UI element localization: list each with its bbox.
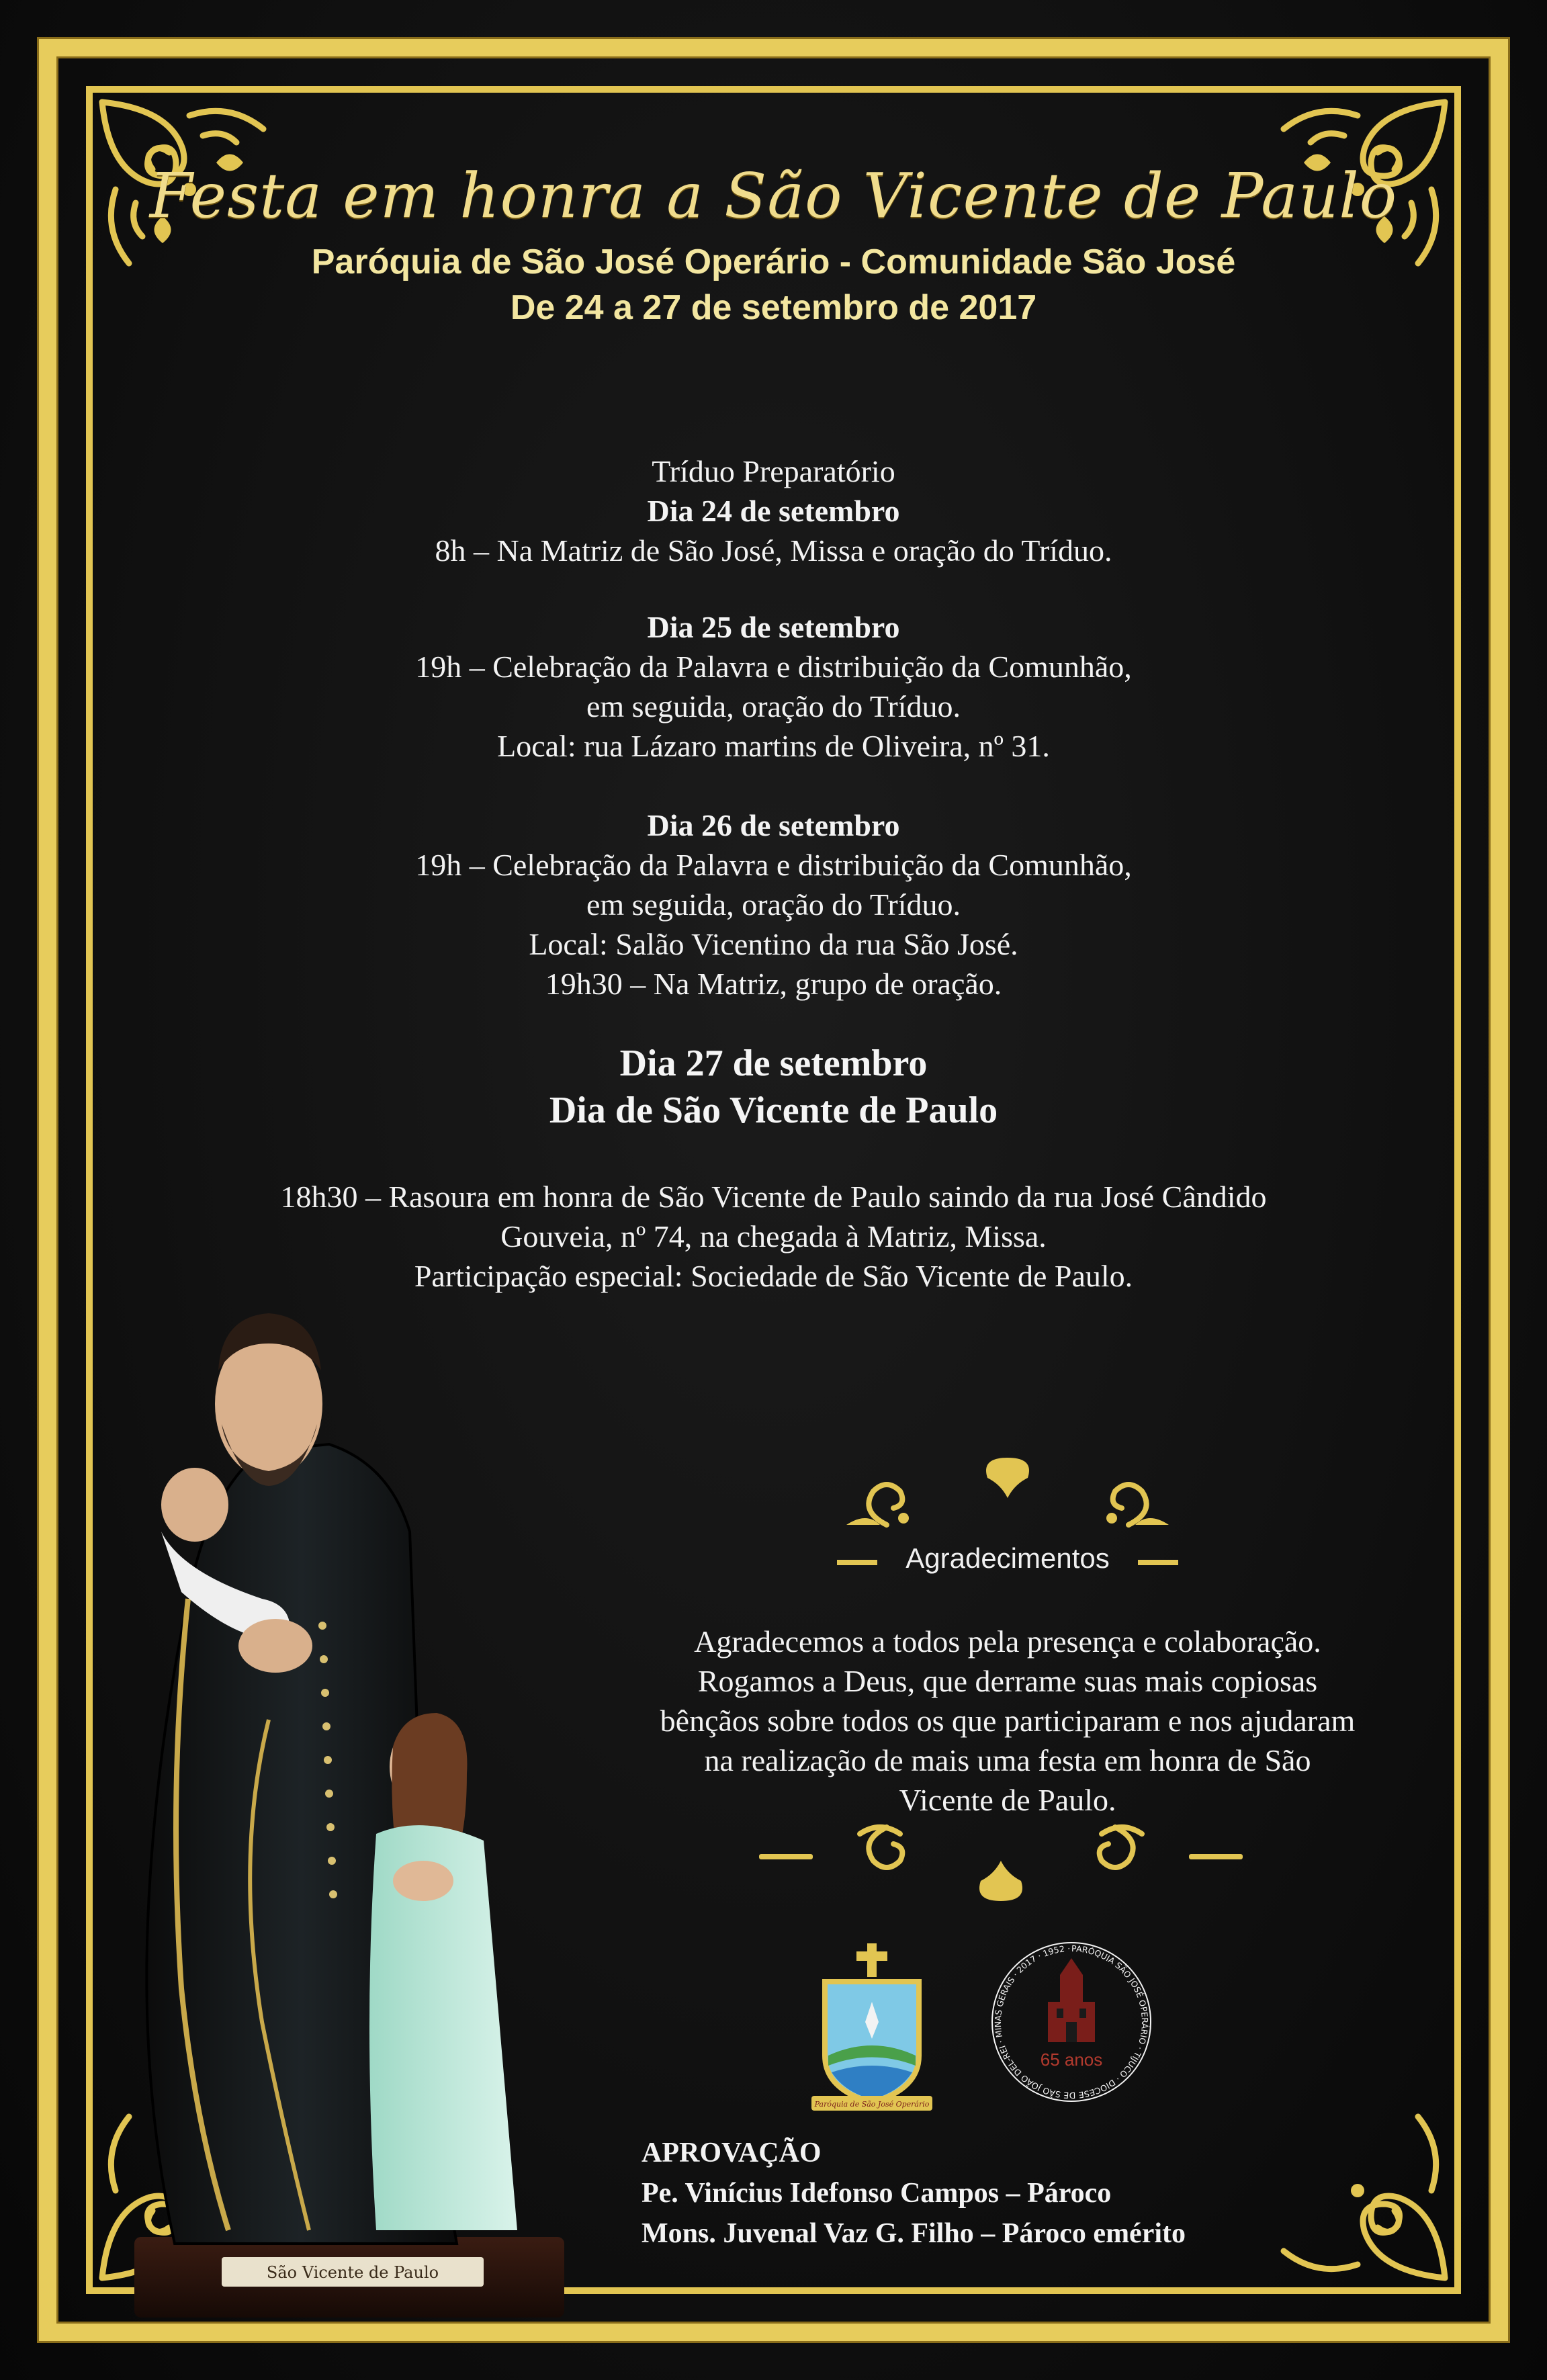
- saint-vincent-statue-image: [107, 1249, 618, 2338]
- day26-section: [0, 805, 1547, 1004]
- thanks-line: bênçãos sobre todos os que participaram e nos ajudaram: [660, 1704, 1356, 1738]
- feast-date: Dia 27 de setembro: [619, 1043, 928, 1084]
- approval-emeritus-priest: Mons. Juvenal Vaz G. Filho – Pároco emérito: [642, 2218, 1186, 2249]
- corner-flourish-bottom-right: [1257, 2090, 1458, 2291]
- event-dates: De 24 a 27 de setembro de 2017: [510, 288, 1037, 327]
- anniversary-65-label: 65 anos: [1040, 2050, 1103, 2070]
- anniversary-ring-text: PARÓQUIA SÃO JOSÉ OPERÁRIO · TIJUCO · DIOCESE DE SÃO JOÃO DEL-REI · MINAS GERAIS · 2017 · 1952 ·: [992, 1943, 1151, 2101]
- approval-parish-priest: Pe. Vinícius Idefonso Campos – Pároco: [642, 2178, 1112, 2209]
- day26-line: em seguida, oração do Tríduo.: [586, 887, 961, 922]
- church-icon: [1048, 1958, 1095, 2042]
- feast-line: Gouveia, nº 74, na chegada à Matriz, Missa.: [500, 1219, 1047, 1253]
- day25-line: 19h – Celebração da Palavra e distribuição da Comunhão,: [415, 650, 1132, 684]
- thanks-label: Agradecimentos: [905, 1542, 1110, 1574]
- day25-line: em seguida, oração do Tríduo.: [586, 689, 961, 723]
- thanks-line: Vicente de Paulo.: [899, 1783, 1116, 1817]
- anniversary-65-logo: [987, 1938, 1155, 2106]
- ornament-divider-bottom: [752, 1814, 1249, 1908]
- day25-date: Dia 25 de setembro: [647, 610, 900, 644]
- poster-title: Festa em honra a São Vicente de Paulo: [149, 160, 1398, 232]
- parish-logo-banner-text: Paróquia de São José Operário: [814, 2100, 930, 2109]
- approval-block: [642, 2133, 1186, 2254]
- feast-name: Dia de São Vicente de Paulo: [549, 1090, 998, 1131]
- thanks-line: Rogamos a Deus, que derrame suas mais copiosas: [697, 1664, 1318, 1698]
- feast-line: 18h30 – Rasoura em honra de São Vicente de Paulo saindo da rua José Cândido: [280, 1180, 1267, 1214]
- day25-section: [0, 607, 1547, 766]
- day24-date: Dia 24 de setembro: [647, 494, 900, 528]
- day26-line: 19h – Celebração da Palavra e distribuição da Comunhão,: [415, 848, 1132, 882]
- thanks-line: Agradecemos a todos pela presença e colaboração.: [694, 1624, 1321, 1659]
- triduo-heading: Tríduo Preparatório: [652, 454, 895, 488]
- thanks-message: [584, 1622, 1431, 1820]
- thanks-line: na realização de mais uma festa em honra de São: [704, 1743, 1311, 1777]
- girl-hands: [393, 1861, 453, 1901]
- parish-logo: [805, 1941, 939, 2116]
- day26-date: Dia 26 de setembro: [647, 808, 900, 842]
- statue-plaque-text: São Vicente de Paulo: [266, 2263, 439, 2282]
- day26-line: Local: Salão Vicentino da rua São José.: [529, 927, 1018, 961]
- feast-line: Participação especial: Sociedade de São Vicente de Paulo.: [414, 1259, 1133, 1293]
- approval-heading: APROVAÇÃO: [642, 2137, 822, 2168]
- day26-line: 19h30 – Na Matriz, grupo de oração.: [545, 967, 1002, 1001]
- poster-subtitle: Paróquia de São José Operário - Comunidade São José: [311, 243, 1236, 281]
- saint-hand: [238, 1619, 312, 1673]
- triduo-section: [0, 451, 1547, 570]
- ornament-divider-top: [833, 1451, 1182, 1538]
- infant-head: [161, 1468, 228, 1542]
- day24-line: 8h – Na Matriz de São José, Missa e oração do Tríduo.: [435, 533, 1112, 568]
- feast-heading: [0, 1040, 1547, 1134]
- day25-line: Local: rua Lázaro martins de Oliveira, nº 31.: [497, 729, 1050, 763]
